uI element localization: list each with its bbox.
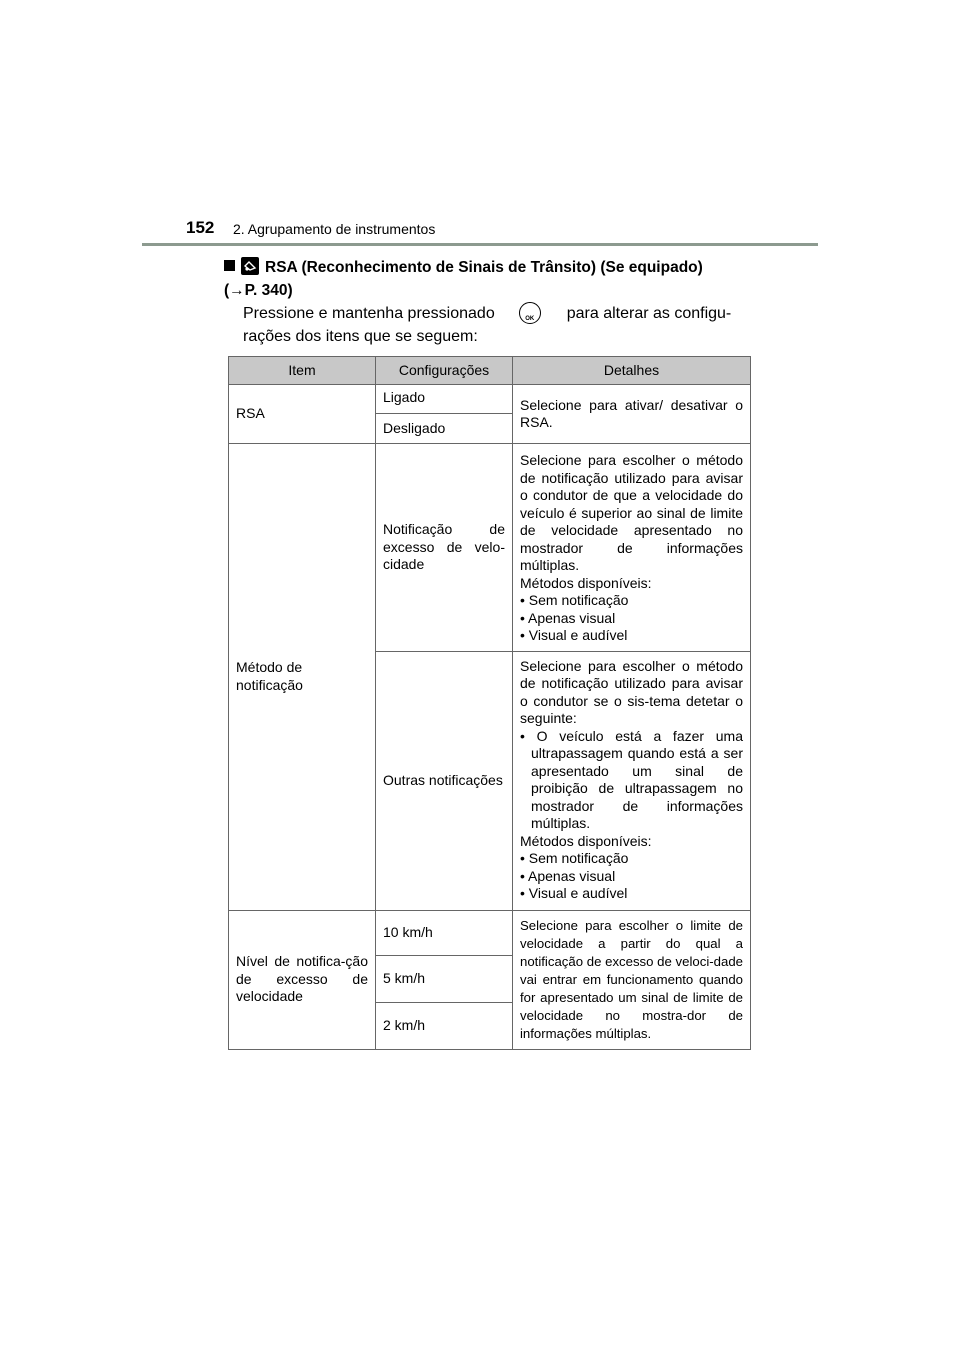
detail-text: Selecione para escolher o método de notificação utilizado para avisar o condutor se o sis-tema detetar o seguinte: [520, 657, 743, 726]
setting-2kmh: 2 km/h [376, 1002, 513, 1049]
detail-overspeed-level: Selecione para escolher o limite de velocidade a partir do qual a notificação de excesso de veloci-dade vai entrar em funcionamento quando for apresentado um sinal de limite de velocidade no mostra-dor de informações múltiplas. [513, 910, 751, 1049]
page-number: 152 [186, 218, 215, 237]
method-option: • Visual e audível [520, 627, 628, 643]
detail-rsa: Selecione para ativar/ desativar o RSA. [513, 385, 751, 444]
method-option: • Sem notificação [520, 850, 629, 866]
method-option: • Apenas visual [520, 867, 616, 884]
column-header-details: Detalhes [513, 357, 751, 385]
intro-text-before: Pressione e mantenha pressionado [243, 305, 495, 322]
method-option: • Sem notificação [520, 592, 629, 608]
traffic-sign-icon [241, 257, 259, 275]
settings-table [228, 356, 751, 1050]
detail-other-notifications [513, 651, 751, 910]
item-overspeed-level: Nível de notifica-ção de excesso de velocidade [229, 910, 376, 1049]
chapter-title: 2. Agrupamento de instrumentos [233, 221, 436, 237]
table-row [229, 910, 751, 956]
method-option: • Apenas visual [520, 609, 616, 626]
method-option: • Visual e audível [520, 885, 628, 901]
header-divider [142, 243, 818, 246]
intro-paragraph [243, 302, 743, 348]
setting-10kmh: 10 km/h [376, 910, 513, 956]
setting-5kmh: 5 km/h [376, 956, 513, 1003]
table-row [229, 385, 751, 414]
setting-other-notifications: Outras notificações [376, 651, 513, 910]
bullet-square-icon [224, 260, 235, 271]
condition-item: • O veículo está a fazer uma ultrapassagem quando está a ser apresentado um sinal de proibição de ultrapassagem no mostrador de informações múltiplas. [520, 727, 743, 831]
column-header-settings: Configurações [376, 357, 513, 385]
intro-text-after: para alterar as configu-rações dos itens que se seguem: [243, 305, 732, 345]
item-rsa: RSA [229, 385, 376, 444]
methods-label: Métodos disponíveis: [520, 832, 652, 849]
table-header-row [229, 357, 751, 385]
page-reference: (→P. 340) [224, 282, 293, 299]
methods-label: Métodos disponíveis: [520, 574, 652, 591]
setting-overspeed-notification: Notificação de excesso de velo-cidade [376, 444, 513, 652]
setting-off: Desligado [376, 413, 513, 444]
ok-button-icon: OK [519, 302, 541, 324]
section-heading [224, 256, 746, 302]
section-title: RSA (Reconhecimento de Sinais de Trânsito) (Se equipado) [265, 259, 703, 276]
setting-on: Ligado [376, 385, 513, 414]
detail-text: Selecione para escolher o método de notificação utilizado para avisar o condutor de que a velocidade do veículo é superior ao sinal de limite de velocidade apresentado no mostrador de informações múltiplas. [520, 452, 743, 573]
column-header-item: Item [229, 357, 376, 385]
detail-overspeed-notification [513, 444, 751, 652]
item-notification-method: Método de notificação [229, 444, 376, 911]
table-row [229, 444, 751, 652]
